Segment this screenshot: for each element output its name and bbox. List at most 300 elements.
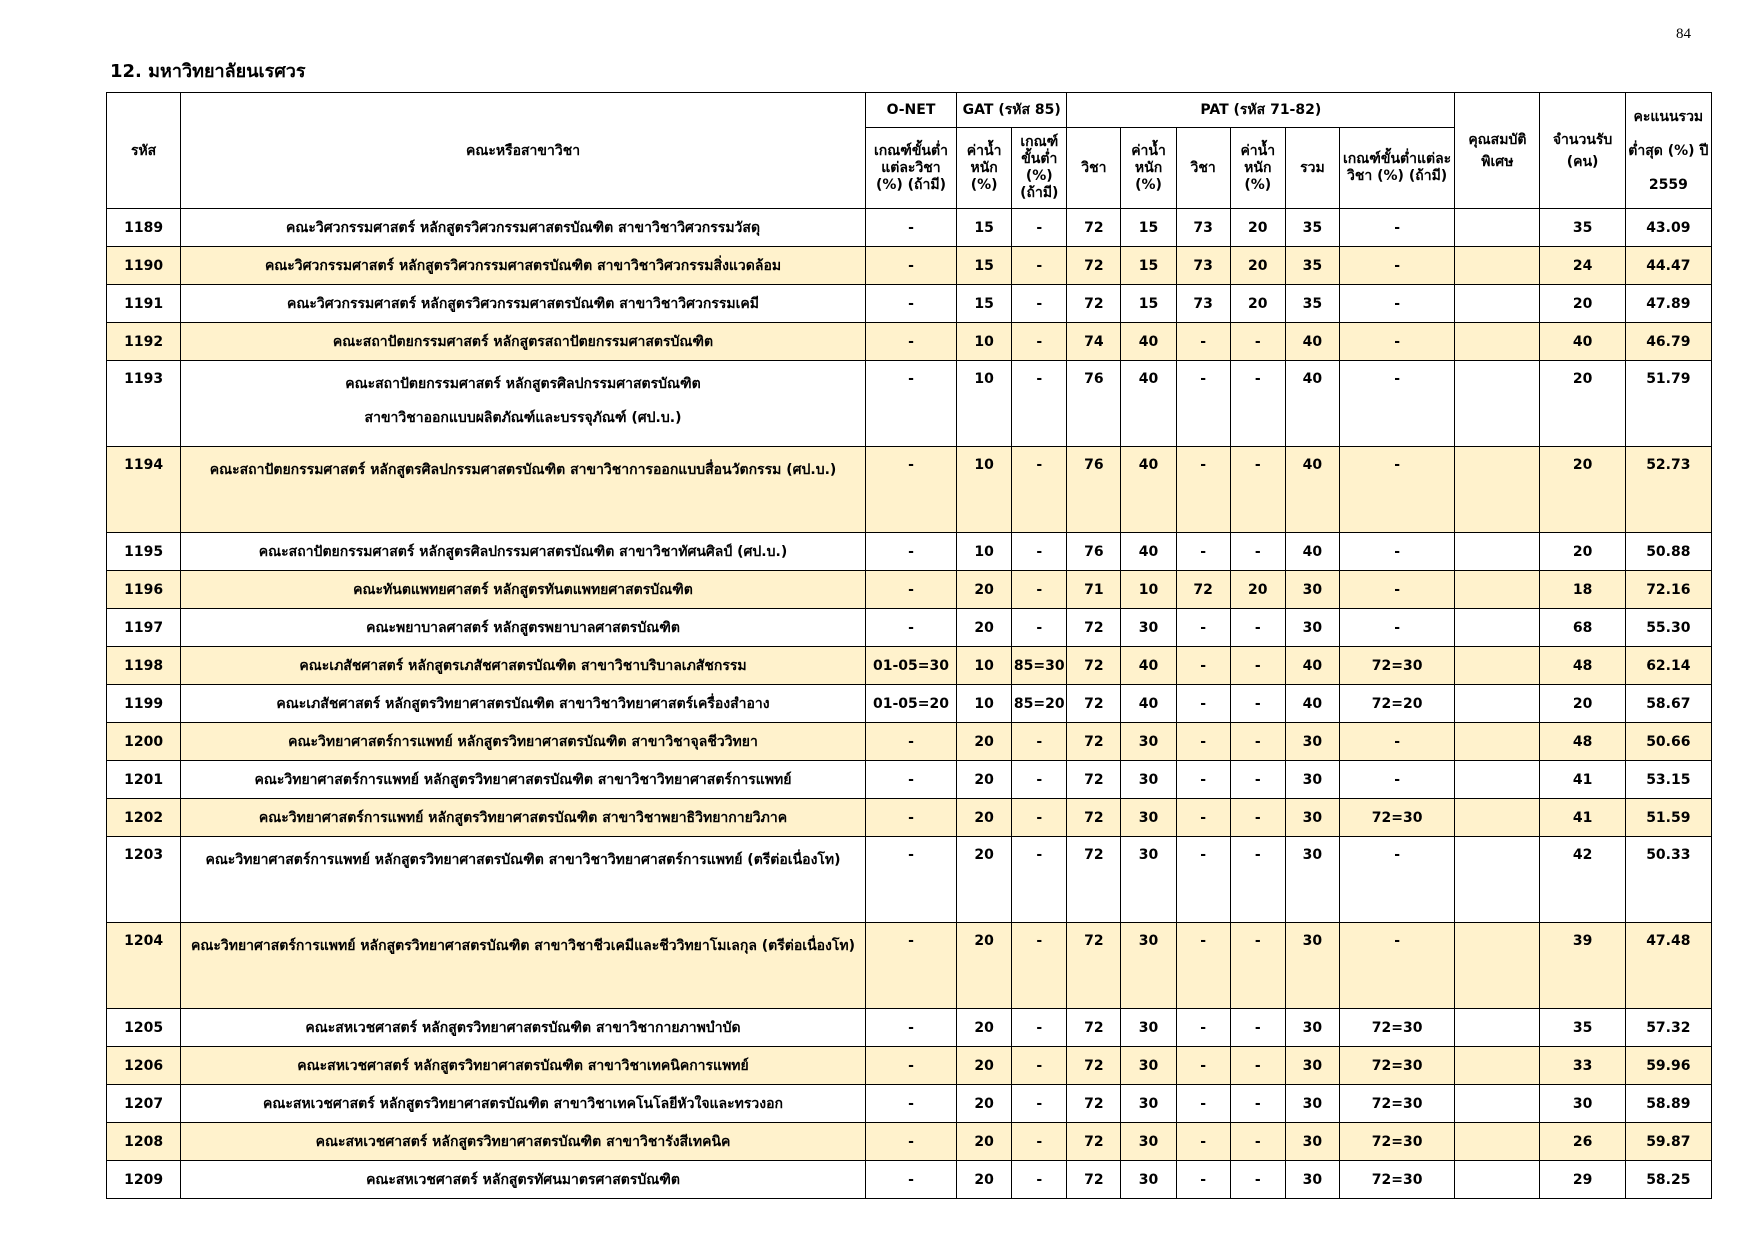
table-row	[107, 723, 1712, 761]
cell-onet-min: -	[865, 571, 956, 609]
cell-pat-total: 40	[1285, 361, 1339, 447]
cell-pat-total: 30	[1285, 837, 1339, 923]
cell-code: 1200	[107, 723, 181, 761]
cell-pat-weight-1: 40	[1121, 533, 1176, 571]
cell-pat-total: 40	[1285, 447, 1339, 533]
cell-min-score: 57.32	[1625, 1009, 1711, 1047]
cell-pat-weight-2: -	[1230, 647, 1285, 685]
cell-program: คณะวิทยาศาสตร์การแพทย์ หลักสูตรวิทยาศาสตรบัณฑิต สาขาวิชาวิทยาศาสตร์การแพทย์ (ตรีต่อเนื่องโท)	[181, 837, 866, 923]
table-row	[107, 323, 1712, 361]
cell-code: 1190	[107, 247, 181, 285]
cell-pat-total: 40	[1285, 685, 1339, 723]
cell-pat-weight-1: 40	[1121, 323, 1176, 361]
cell-pat-subject-2: -	[1176, 1085, 1230, 1123]
cell-pat-weight-1: 30	[1121, 723, 1176, 761]
table-row	[107, 447, 1712, 533]
cell-onet-min: -	[865, 285, 956, 323]
cell-code: 1194	[107, 447, 181, 533]
cell-gat-weight: 10	[957, 647, 1012, 685]
cell-seats: 20	[1540, 447, 1625, 533]
cell-pat-weight-2: -	[1230, 1047, 1285, 1085]
cell-code: 1205	[107, 1009, 181, 1047]
cell-special	[1455, 361, 1540, 447]
cell-pat-min: -	[1339, 285, 1454, 323]
cell-special	[1455, 799, 1540, 837]
cell-pat-min: 72=30	[1339, 647, 1454, 685]
cell-pat-weight-2: -	[1230, 799, 1285, 837]
cell-special	[1455, 1009, 1540, 1047]
cell-pat-weight-1: 40	[1121, 361, 1176, 447]
cell-pat-subject-2: -	[1176, 1047, 1230, 1085]
cell-gat-min: -	[1012, 1009, 1067, 1047]
cell-onet-min: -	[865, 1161, 956, 1199]
cell-pat-total: 30	[1285, 799, 1339, 837]
cell-gat-min: -	[1012, 209, 1067, 247]
cell-min-score: 50.88	[1625, 533, 1711, 571]
table-row	[107, 1085, 1712, 1123]
cell-onet-min: -	[865, 761, 956, 799]
cell-pat-subject-2: -	[1176, 685, 1230, 723]
cell-min-score: 43.09	[1625, 209, 1711, 247]
cell-program: คณะสหเวชศาสตร์ หลักสูตรวิทยาศาสตรบัณฑิต สาขาวิชาเทคนิคการแพทย์	[181, 1047, 866, 1085]
cell-pat-weight-2: -	[1230, 837, 1285, 923]
cell-min-score: 58.67	[1625, 685, 1711, 723]
cell-code: 1199	[107, 685, 181, 723]
cell-pat-subject-1: 72	[1067, 1161, 1121, 1199]
header-min-score: คะแนนรวม ต่ำสุด (%) ปี 2559	[1625, 93, 1711, 209]
cell-onet-min: -	[865, 1009, 956, 1047]
cell-gat-min: -	[1012, 723, 1067, 761]
cell-program: คณะวิศวกรรมศาสตร์ หลักสูตรวิศวกรรมศาสตรบัณฑิต สาขาวิชาวิศวกรรมสิ่งแวดล้อม	[181, 247, 866, 285]
cell-pat-min: -	[1339, 723, 1454, 761]
cell-pat-weight-2: -	[1230, 1123, 1285, 1161]
cell-gat-weight: 20	[957, 1085, 1012, 1123]
cell-gat-weight: 20	[957, 609, 1012, 647]
cell-code: 1197	[107, 609, 181, 647]
cell-pat-weight-1: 40	[1121, 647, 1176, 685]
cell-program: คณะสถาปัตยกรรมศาสตร์ หลักสูตรสถาปัตยกรรมศาสตรบัณฑิต	[181, 323, 866, 361]
cell-pat-subject-1: 72	[1067, 1123, 1121, 1161]
cell-seats: 35	[1540, 1009, 1625, 1047]
cell-seats: 68	[1540, 609, 1625, 647]
cell-min-score: 44.47	[1625, 247, 1711, 285]
cell-pat-subject-2: -	[1176, 923, 1230, 1009]
table-row	[107, 761, 1712, 799]
cell-seats: 48	[1540, 723, 1625, 761]
cell-onet-min: -	[865, 1085, 956, 1123]
cell-pat-subject-2: -	[1176, 447, 1230, 533]
cell-pat-weight-1: 40	[1121, 447, 1176, 533]
cell-gat-min: 85=20	[1012, 685, 1067, 723]
cell-seats: 42	[1540, 837, 1625, 923]
cell-pat-total: 35	[1285, 209, 1339, 247]
cell-gat-weight: 20	[957, 723, 1012, 761]
cell-gat-min: -	[1012, 323, 1067, 361]
cell-special	[1455, 247, 1540, 285]
cell-seats: 20	[1540, 285, 1625, 323]
cell-pat-subject-1: 72	[1067, 647, 1121, 685]
cell-seats: 33	[1540, 1047, 1625, 1085]
cell-pat-subject-1: 72	[1067, 761, 1121, 799]
cell-pat-subject-1: 72	[1067, 837, 1121, 923]
cell-pat-total: 30	[1285, 923, 1339, 1009]
cell-program: คณะวิทยาศาสตร์การแพทย์ หลักสูตรวิทยาศาสตรบัณฑิต สาขาวิชาชีวเคมีและชีววิทยาโมเลกุล (ตรีต่อเนื่องโท)	[181, 923, 866, 1009]
cell-seats: 26	[1540, 1123, 1625, 1161]
cell-program: คณะสถาปัตยกรรมศาสตร์ หลักสูตรศิลปกรรมศาสตรบัณฑิต สาขาวิชาการออกแบบสื่อนวัตกรรม (ศป.บ.)	[181, 447, 866, 533]
cell-code: 1206	[107, 1047, 181, 1085]
cell-pat-weight-2: -	[1230, 609, 1285, 647]
cell-min-score: 72.16	[1625, 571, 1711, 609]
cell-seats: 41	[1540, 799, 1625, 837]
cell-special	[1455, 447, 1540, 533]
cell-pat-weight-1: 30	[1121, 1123, 1176, 1161]
cell-gat-weight: 20	[957, 1123, 1012, 1161]
page-number: 84	[1676, 26, 1691, 42]
cell-pat-subject-1: 72	[1067, 247, 1121, 285]
cell-seats: 39	[1540, 923, 1625, 1009]
cell-pat-total: 30	[1285, 723, 1339, 761]
cell-pat-subject-2: -	[1176, 1123, 1230, 1161]
cell-program: คณะวิทยาศาสตร์การแพทย์ หลักสูตรวิทยาศาสตรบัณฑิต สาขาวิชาจุลชีววิทยา	[181, 723, 866, 761]
cell-seats: 24	[1540, 247, 1625, 285]
cell-pat-subject-2: -	[1176, 323, 1230, 361]
cell-seats: 29	[1540, 1161, 1625, 1199]
table-row	[107, 571, 1712, 609]
table-row	[107, 1009, 1712, 1047]
cell-min-score: 51.59	[1625, 799, 1711, 837]
header-pat: PAT (รหัส 71-82)	[1067, 93, 1455, 128]
table-row	[107, 209, 1712, 247]
cell-onet-min: -	[865, 247, 956, 285]
cell-gat-weight: 20	[957, 923, 1012, 1009]
cell-pat-weight-1: 30	[1121, 923, 1176, 1009]
cell-pat-min: -	[1339, 447, 1454, 533]
cell-special	[1455, 1161, 1540, 1199]
cell-pat-subject-2: 73	[1176, 209, 1230, 247]
cell-code: 1201	[107, 761, 181, 799]
cell-onet-min: 01-05=20	[865, 685, 956, 723]
cell-min-score: 51.79	[1625, 361, 1711, 447]
cell-gat-min: -	[1012, 1123, 1067, 1161]
cell-pat-min: -	[1339, 247, 1454, 285]
cell-onet-min: -	[865, 723, 956, 761]
cell-gat-min: -	[1012, 533, 1067, 571]
cell-pat-min: -	[1339, 361, 1454, 447]
cell-min-score: 46.79	[1625, 323, 1711, 361]
cell-min-score: 62.14	[1625, 647, 1711, 685]
cell-pat-subject-2: -	[1176, 533, 1230, 571]
admission-table	[106, 92, 1712, 1199]
cell-pat-min: -	[1339, 571, 1454, 609]
cell-pat-weight-2: -	[1230, 323, 1285, 361]
cell-onet-min: -	[865, 447, 956, 533]
cell-min-score: 47.48	[1625, 923, 1711, 1009]
cell-code: 1192	[107, 323, 181, 361]
cell-pat-subject-1: 72	[1067, 285, 1121, 323]
cell-gat-min: -	[1012, 799, 1067, 837]
cell-pat-weight-1: 15	[1121, 247, 1176, 285]
cell-min-score: 47.89	[1625, 285, 1711, 323]
cell-gat-min: -	[1012, 1161, 1067, 1199]
cell-min-score: 59.87	[1625, 1123, 1711, 1161]
cell-special	[1455, 685, 1540, 723]
header-pat-weight-1: ค่าน้ำหนัก (%)	[1121, 128, 1176, 209]
cell-gat-min: 85=30	[1012, 647, 1067, 685]
cell-pat-subject-1: 72	[1067, 609, 1121, 647]
cell-pat-subject-1: 71	[1067, 571, 1121, 609]
cell-gat-weight: 10	[957, 447, 1012, 533]
table-row	[107, 1123, 1712, 1161]
cell-pat-subject-1: 76	[1067, 533, 1121, 571]
cell-pat-min: 72=20	[1339, 685, 1454, 723]
cell-code: 1204	[107, 923, 181, 1009]
cell-special	[1455, 285, 1540, 323]
cell-seats: 30	[1540, 1085, 1625, 1123]
cell-seats: 40	[1540, 323, 1625, 361]
cell-pat-total: 30	[1285, 761, 1339, 799]
header-gat-weight: ค่าน้ำหนัก (%)	[957, 128, 1012, 209]
cell-gat-weight: 20	[957, 1161, 1012, 1199]
cell-pat-weight-1: 30	[1121, 799, 1176, 837]
cell-special	[1455, 837, 1540, 923]
cell-gat-weight: 10	[957, 323, 1012, 361]
cell-pat-subject-1: 72	[1067, 799, 1121, 837]
cell-onet-min: -	[865, 923, 956, 1009]
cell-pat-weight-1: 40	[1121, 685, 1176, 723]
cell-pat-weight-1: 15	[1121, 285, 1176, 323]
cell-onet-min: -	[865, 1047, 956, 1085]
cell-pat-total: 30	[1285, 1047, 1339, 1085]
cell-min-score: 50.66	[1625, 723, 1711, 761]
cell-min-score: 55.30	[1625, 609, 1711, 647]
cell-pat-subject-1: 76	[1067, 447, 1121, 533]
cell-onet-min: -	[865, 533, 956, 571]
cell-onet-min: -	[865, 609, 956, 647]
header-pat-weight-2: ค่าน้ำหนัก (%)	[1230, 128, 1285, 209]
header-pat-subject-1: วิชา	[1067, 128, 1121, 209]
cell-code: 1189	[107, 209, 181, 247]
cell-pat-weight-1: 30	[1121, 837, 1176, 923]
cell-gat-weight: 10	[957, 361, 1012, 447]
cell-pat-weight-2: -	[1230, 1009, 1285, 1047]
cell-pat-weight-2: -	[1230, 1085, 1285, 1123]
cell-pat-weight-1: 30	[1121, 1085, 1176, 1123]
cell-pat-min: 72=30	[1339, 1161, 1454, 1199]
cell-pat-min: 72=30	[1339, 1085, 1454, 1123]
cell-pat-weight-2: 20	[1230, 571, 1285, 609]
cell-code: 1196	[107, 571, 181, 609]
cell-pat-subject-2: -	[1176, 837, 1230, 923]
cell-program: คณะสถาปัตยกรรมศาสตร์ หลักสูตรศิลปกรรมศาสตรบัณฑิต สาขาวิชาออกแบบผลิตภัณฑ์และบรรจุภัณฑ์ (ศป.บ.)	[181, 361, 866, 447]
header-pat-min: เกณฑ์ขั้นต่ำแต่ละวิชา (%) (ถ้ามี)	[1339, 128, 1454, 209]
cell-seats: 35	[1540, 209, 1625, 247]
cell-pat-subject-2: -	[1176, 761, 1230, 799]
cell-special	[1455, 1085, 1540, 1123]
cell-pat-subject-2: -	[1176, 1161, 1230, 1199]
cell-seats: 20	[1540, 533, 1625, 571]
cell-code: 1202	[107, 799, 181, 837]
table-row	[107, 247, 1712, 285]
cell-pat-weight-1: 30	[1121, 761, 1176, 799]
cell-pat-min: 72=30	[1339, 799, 1454, 837]
cell-gat-min: -	[1012, 571, 1067, 609]
cell-pat-min: -	[1339, 533, 1454, 571]
cell-special	[1455, 1123, 1540, 1161]
cell-seats: 18	[1540, 571, 1625, 609]
cell-onet-min: -	[865, 323, 956, 361]
cell-pat-subject-1: 76	[1067, 361, 1121, 447]
cell-seats: 20	[1540, 361, 1625, 447]
cell-pat-min: -	[1339, 209, 1454, 247]
cell-pat-total: 30	[1285, 1123, 1339, 1161]
cell-gat-weight: 15	[957, 285, 1012, 323]
cell-gat-min: -	[1012, 761, 1067, 799]
cell-seats: 20	[1540, 685, 1625, 723]
table-row	[107, 923, 1712, 1009]
cell-pat-min: -	[1339, 837, 1454, 923]
cell-onet-min: 01-05=30	[865, 647, 956, 685]
cell-code: 1191	[107, 285, 181, 323]
cell-program: คณะทันตแพทยศาสตร์ หลักสูตรทันตแพทยศาสตรบัณฑิต	[181, 571, 866, 609]
cell-pat-subject-2: -	[1176, 647, 1230, 685]
cell-pat-weight-1: 30	[1121, 1009, 1176, 1047]
cell-pat-min: 72=30	[1339, 1009, 1454, 1047]
cell-pat-weight-2: -	[1230, 361, 1285, 447]
cell-gat-weight: 20	[957, 571, 1012, 609]
cell-program: คณะสหเวชศาสตร์ หลักสูตรวิทยาศาสตรบัณฑิต สาขาวิชารังสีเทคนิค	[181, 1123, 866, 1161]
cell-program: คณะสหเวชศาสตร์ หลักสูตรทัศนมาตรศาสตรบัณฑิต	[181, 1161, 866, 1199]
cell-special	[1455, 647, 1540, 685]
cell-code: 1208	[107, 1123, 181, 1161]
cell-gat-min: -	[1012, 247, 1067, 285]
header-program: คณะหรือสาขาวิชา	[181, 93, 866, 209]
cell-onet-min: -	[865, 361, 956, 447]
cell-pat-total: 30	[1285, 1085, 1339, 1123]
cell-min-score: 52.73	[1625, 447, 1711, 533]
cell-gat-min: -	[1012, 447, 1067, 533]
cell-program: คณะวิทยาศาสตร์การแพทย์ หลักสูตรวิทยาศาสตรบัณฑิต สาขาวิชาพยาธิวิทยากายวิภาค	[181, 799, 866, 837]
cell-onet-min: -	[865, 1123, 956, 1161]
cell-gat-weight: 10	[957, 533, 1012, 571]
cell-gat-min: -	[1012, 609, 1067, 647]
cell-pat-weight-2: -	[1230, 761, 1285, 799]
cell-code: 1209	[107, 1161, 181, 1199]
cell-gat-weight: 20	[957, 1047, 1012, 1085]
header-special: คุณสมบัติพิเศษ	[1455, 93, 1540, 209]
cell-pat-total: 35	[1285, 285, 1339, 323]
cell-program: คณะสถาปัตยกรรมศาสตร์ หลักสูตรศิลปกรรมศาสตรบัณฑิต สาขาวิชาทัศนศิลป์ (ศป.บ.)	[181, 533, 866, 571]
cell-special	[1455, 923, 1540, 1009]
table-row	[107, 647, 1712, 685]
header-onet: O-NET	[865, 93, 956, 128]
cell-pat-subject-1: 72	[1067, 923, 1121, 1009]
header-onet-min: เกณฑ์ขั้นต่ำแต่ละวิชา (%) (ถ้ามี)	[865, 128, 956, 209]
cell-pat-weight-1: 30	[1121, 1161, 1176, 1199]
cell-onet-min: -	[865, 209, 956, 247]
cell-pat-weight-2: 20	[1230, 285, 1285, 323]
cell-onet-min: -	[865, 837, 956, 923]
cell-pat-total: 40	[1285, 533, 1339, 571]
cell-special	[1455, 609, 1540, 647]
header-code: รหัส	[107, 93, 181, 209]
cell-pat-weight-2: 20	[1230, 209, 1285, 247]
cell-program: คณะเภสัชศาสตร์ หลักสูตรวิทยาศาสตรบัณฑิต สาขาวิชาวิทยาศาสตร์เครื่องสำอาง	[181, 685, 866, 723]
table-row	[107, 1047, 1712, 1085]
cell-pat-weight-1: 30	[1121, 609, 1176, 647]
cell-code: 1207	[107, 1085, 181, 1123]
header-pat-total: รวม	[1285, 128, 1339, 209]
cell-gat-min: -	[1012, 923, 1067, 1009]
cell-pat-subject-1: 72	[1067, 685, 1121, 723]
page-title: 12. มหาวิทยาลัยนเรศวร	[110, 61, 306, 82]
cell-pat-subject-1: 72	[1067, 1085, 1121, 1123]
cell-program: คณะเภสัชศาสตร์ หลักสูตรเภสัชศาสตรบัณฑิต สาขาวิชาบริบาลเภสัชกรรม	[181, 647, 866, 685]
cell-pat-subject-1: 72	[1067, 1009, 1121, 1047]
cell-pat-weight-2: -	[1230, 685, 1285, 723]
cell-seats: 41	[1540, 761, 1625, 799]
cell-pat-subject-1: 74	[1067, 323, 1121, 361]
cell-pat-min: -	[1339, 609, 1454, 647]
table-row	[107, 361, 1712, 447]
cell-gat-min: -	[1012, 1047, 1067, 1085]
cell-pat-min: -	[1339, 323, 1454, 361]
header-pat-subject-2: วิชา	[1176, 128, 1230, 209]
cell-gat-weight: 10	[957, 685, 1012, 723]
cell-pat-subject-2: 73	[1176, 285, 1230, 323]
table-row	[107, 685, 1712, 723]
cell-pat-subject-1: 72	[1067, 723, 1121, 761]
cell-pat-total: 30	[1285, 1161, 1339, 1199]
cell-program: คณะวิทยาศาสตร์การแพทย์ หลักสูตรวิทยาศาสตรบัณฑิต สาขาวิชาวิทยาศาสตร์การแพทย์	[181, 761, 866, 799]
cell-pat-subject-2: -	[1176, 1009, 1230, 1047]
cell-pat-total: 40	[1285, 323, 1339, 361]
cell-pat-weight-2: -	[1230, 723, 1285, 761]
cell-program: คณะวิศวกรรมศาสตร์ หลักสูตรวิศวกรรมศาสตรบัณฑิต สาขาวิชาวิศวกรรมวัสดุ	[181, 209, 866, 247]
table-row	[107, 609, 1712, 647]
cell-pat-weight-1: 30	[1121, 1047, 1176, 1085]
cell-gat-min: -	[1012, 285, 1067, 323]
cell-pat-total: 30	[1285, 1009, 1339, 1047]
cell-pat-total: 40	[1285, 647, 1339, 685]
cell-program: คณะสหเวชศาสตร์ หลักสูตรวิทยาศาสตรบัณฑิต สาขาวิชากายภาพบำบัด	[181, 1009, 866, 1047]
table-row	[107, 533, 1712, 571]
cell-special	[1455, 209, 1540, 247]
cell-pat-min: -	[1339, 923, 1454, 1009]
cell-special	[1455, 761, 1540, 799]
cell-pat-min: -	[1339, 761, 1454, 799]
cell-pat-subject-2: -	[1176, 723, 1230, 761]
table-row	[107, 799, 1712, 837]
cell-special	[1455, 533, 1540, 571]
header-seats: จำนวนรับ (คน)	[1540, 93, 1625, 209]
cell-min-score: 58.89	[1625, 1085, 1711, 1123]
header-gat-min: เกณฑ์ขั้นต่ำ (%) (ถ้ามี)	[1012, 128, 1067, 209]
cell-min-score: 50.33	[1625, 837, 1711, 923]
cell-pat-weight-2: 20	[1230, 247, 1285, 285]
cell-pat-total: 30	[1285, 609, 1339, 647]
cell-pat-min: 72=30	[1339, 1123, 1454, 1161]
cell-gat-weight: 20	[957, 1009, 1012, 1047]
cell-gat-min: -	[1012, 1085, 1067, 1123]
cell-gat-weight: 20	[957, 761, 1012, 799]
cell-pat-weight-2: -	[1230, 1161, 1285, 1199]
cell-pat-subject-2: 72	[1176, 571, 1230, 609]
cell-pat-min: 72=30	[1339, 1047, 1454, 1085]
table-row	[107, 1161, 1712, 1199]
cell-gat-weight: 20	[957, 837, 1012, 923]
cell-pat-subject-1: 72	[1067, 1047, 1121, 1085]
cell-special	[1455, 1047, 1540, 1085]
